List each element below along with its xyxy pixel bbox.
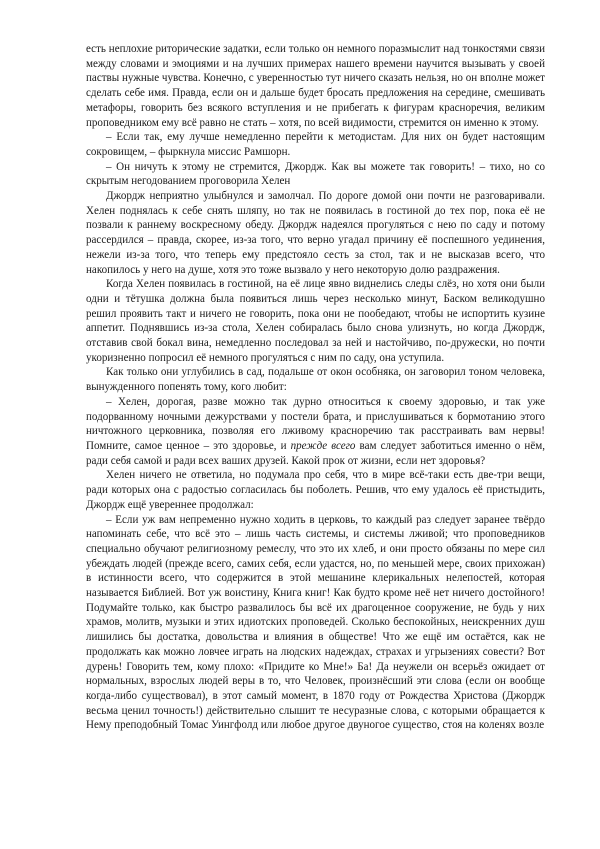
paragraph-1: есть неплохие риторические задатки, если только он немного поразмыслит над тонкостями связи между словами и эмоциями и на лучших примерах нашего времени научится вызывать у своей паствы нужные чувства. Конечно, с уверенностью тут ничего сказать нельзя, но он вполне может сделать себе имя. Правда, если он и дальше будет бросать предложения на середине, смешивать метафоры, говорить без всякого вступления и не прибегать к фигурам красноречия, великим проповедником ему всё равно не стать – хотя, по всей видимости, стремится он именно к этому.	[86, 43, 545, 129]
paragraph-5: Когда Хелен появилась в гостиной, на её лице явно виднелись следы слёз, но хотя они были одни и тётушка должна была появиться лишь через несколько минут, Баском великодушно решил проявить такт и ничего не говорить, пока они не пообедают, чтобы не испортить кузине аппетит. Поднявшись из-за стола, Хелен собиралась было снова улизнуть, но когда Джордж, отставив свой бокал вина, немедленно последовал за ней и настойчиво, по-дружески, но почти укоризненно попросил её немного прогуляться с ним по саду, она уступила.	[86, 278, 545, 364]
paragraph-2: – Если так, ему лучше немедленно перейти к методистам. Для них он будет настоящим сокровищем, – фыркнула миссис Рамшорн.	[86, 131, 545, 158]
document-page	[86, 42, 545, 733]
paragraph-4: Джордж неприятно улыбнулся и замолчал. По дороге домой они почти не разговаривали. Хелен поднялась к себе снять шляпу, но так не появилась в гостиной до тех пор, пока её не позвали к раннему воскресному обеду. Джордж надеялся прогуляться с нею по саду и потому рассердился – правда, скорее, из-за того, что верно угадал причину её поспешного уединения, нежели из-за того, что теперь ему предстояло сесть за стол, так и не высказав всего, что накопилось у него на душе, хотя это тоже вызвало у него некоторую долю раздражения.	[86, 190, 545, 276]
paragraph-7-text-before: – Хелен, дорогая, разве можно так дурно относиться к своему здоровью, и так уже подорванному ночными дежурствами у постели брата, и прислушиваться к бормотанию этого ничтожного церковника, позволяя его лживому красноречию так расстраивать вам нервы! Помните, самое ценное – это здоровье, и	[86, 395, 545, 452]
paragraph-8: Хелен ничего не ответила, но подумала про себя, что в мире всё-таки есть две-три вещи, ради которых она с радостью согласилась бы поболеть. Решив, что ему удалось её пристыдить, Джордж ещё увереннее продолжал:	[86, 469, 545, 511]
paragraph-9: – Если уж вам непременно нужно ходить в церковь, то каждый раз следует заранее твёрдо напоминать себе, что всё это – лишь часть системы, и системы лживой; что проповедников специально обучают религиозному ремеслу, что это их хлеб, и они просто обязаны по мере сил убеждать людей (прежде всего, самих себя, если удастся, но, по меньшей мере, своих прихожан) в истинности всего, что содержится в этой мешанине клерикальных нелепостей, которая называется Библией. Вот уж воистину, Книга книг! Как будто кроме неё нет ничего достойного! Подумайте только, как быстро развалилось бы всё их драгоценное сооружение, не будь у них храмов, молитв, музыки и этих идиотских проповедей. Сколько беспокойных, неискренних душ лишились бы достатка, довольства и влияния в обществе! Что же ещё им остаётся, как не продолжать как можно ловчее играть на людских надеждах, страхах и угрызениях совести? Вот дурень! Говорить тем, кому плохо: «Придите ко Мне!» Ба! Да неужели он всерьёз ожидает от нормальных, взрослых людей веры в то, что Человек, произнёсший эти слова (если он вообще когда-либо существовал), в этот самый момент, в 1870 году от Рождества Христова (Джордж весьма ценил точность!) действительно слышит те несуразные слова, с которыми обращается к Нему преподобный Томас Уингфолд или любое другое двуногое существо, стоя на коленях возле	[86, 513, 545, 732]
paragraph-6: Как только они углубились в сад, подальше от окон особняка, он заговорил тоном человека, вынужденного попенять тому, кого любит:	[86, 366, 545, 394]
paragraph-7-italic-phrase: прежде всего	[290, 439, 356, 452]
paragraph-7	[86, 395, 545, 469]
paragraph-7-text-after: вам следует заботиться именно о нём, ради себя самой и ради всех ваших друзей. Какой прок от жизни, если нет здоровья?	[86, 439, 545, 467]
paragraph-3: – Он ничуть к этому не стремится, Джордж. Как вы можете так говорить! – тихо, но со скрытым негодованием проговорила Хелен	[86, 160, 545, 188]
